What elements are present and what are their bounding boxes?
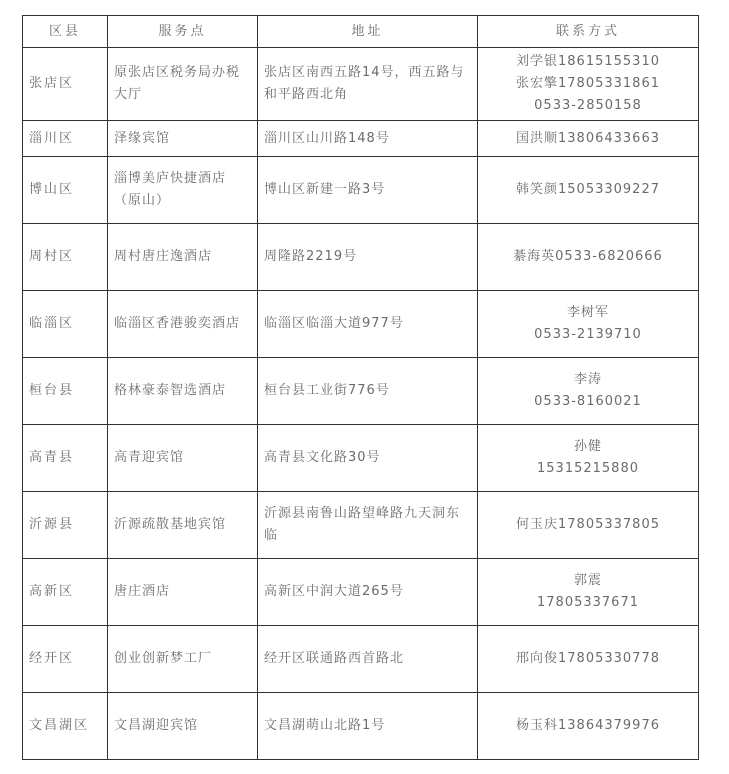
district-cell: 高青县: [23, 425, 108, 492]
address-cell: 临淄区临淄大道977号: [258, 291, 478, 358]
contact-line: 邢向俊17805330778: [516, 651, 660, 666]
service-point-cell: 周村唐庄逸酒店: [108, 224, 258, 291]
district-cell: 沂源县: [23, 492, 108, 559]
contact-line: 李树军: [566, 305, 609, 320]
contact-line: 孙健: [573, 439, 602, 454]
contact-line: 张宏擎17805331861: [516, 76, 660, 91]
table-row: [23, 559, 699, 626]
district-cell: 临淄区: [23, 291, 108, 358]
service-points-table: [22, 15, 699, 760]
contact-line: 15315215880: [537, 461, 639, 476]
district-cell: 经开区: [23, 626, 108, 693]
district-cell: 高新区: [23, 559, 108, 626]
district-cell: 周村区: [23, 224, 108, 291]
header-district: 区县: [23, 16, 108, 48]
service-point-cell: 唐庄酒店: [108, 559, 258, 626]
service-point-cell: 临淄区香港骏奕酒店: [108, 291, 258, 358]
address-cell: 张店区南西五路14号，西五路与和平路西北角: [258, 48, 478, 121]
contact-cell: [478, 121, 699, 157]
address-cell: 高新区中润大道265号: [258, 559, 478, 626]
table-header-row: [23, 16, 699, 48]
contact-cell: [478, 291, 699, 358]
address-cell: 博山区新建一路3号: [258, 157, 478, 224]
contact-cell: [478, 626, 699, 693]
contact-line: 杨玉科13864379976: [516, 718, 660, 733]
contact-line: 国洪顺13806433663: [516, 130, 660, 146]
contact-line: 李涛: [573, 372, 602, 387]
table-row: [23, 121, 699, 157]
district-cell: 张店区: [23, 48, 108, 121]
header-address: 地址: [258, 16, 478, 48]
header-contact: 联系方式: [478, 16, 699, 48]
contact-line: 0533-8160021: [534, 394, 642, 409]
table-row: [23, 492, 699, 559]
service-point-cell: 泽缘宾馆: [108, 121, 258, 157]
header-service-point: 服务点: [108, 16, 258, 48]
table-row: [23, 693, 699, 760]
contact-line: 綦海英0533-6820666: [513, 249, 663, 264]
contact-cell: [478, 48, 699, 121]
address-cell: 周隆路2219号: [258, 224, 478, 291]
service-point-cell: 高青迎宾馆: [108, 425, 258, 492]
contact-line: 0533-2139710: [534, 327, 642, 342]
contact-cell: [478, 358, 699, 425]
contact-line: 韩笑颜15053309227: [516, 182, 660, 197]
contact-line: 刘学银18615155310: [516, 54, 660, 69]
contact-cell: [478, 425, 699, 492]
service-point-cell: 格林豪泰智选酒店: [108, 358, 258, 425]
contact-cell: [478, 157, 699, 224]
table-row: [23, 626, 699, 693]
address-cell: 经开区联通路西首路北: [258, 626, 478, 693]
district-cell: 文昌湖区: [23, 693, 108, 760]
address-cell: 文昌湖萌山北路1号: [258, 693, 478, 760]
service-point-cell: 文昌湖迎宾馆: [108, 693, 258, 760]
address-cell: 沂源县南鲁山路望峰路九天洞东临: [258, 492, 478, 559]
contact-line: 17805337671: [537, 595, 639, 610]
address-cell: 高青县文化路30号: [258, 425, 478, 492]
service-point-cell: 原张店区税务局办税大厅: [108, 48, 258, 121]
contact-cell: [478, 559, 699, 626]
address-cell: 淄川区山川路148号: [258, 121, 478, 157]
contact-cell: [478, 492, 699, 559]
service-point-cell: 沂源疏散基地宾馆: [108, 492, 258, 559]
table-row: [23, 48, 699, 121]
table-row: [23, 358, 699, 425]
table-row: [23, 425, 699, 492]
contact-cell: [478, 224, 699, 291]
service-point-cell: 创业创新梦工厂: [108, 626, 258, 693]
contact-line: 何玉庆17805337805: [516, 517, 660, 532]
contact-line: 0533-2850158: [534, 98, 642, 113]
contact-line: 郭震: [573, 573, 602, 588]
table-row: [23, 224, 699, 291]
district-cell: 淄川区: [23, 121, 108, 157]
address-cell: 桓台县工业街776号: [258, 358, 478, 425]
table-row: [23, 291, 699, 358]
district-cell: 博山区: [23, 157, 108, 224]
service-point-cell: 淄博美庐快捷酒店（原山）: [108, 157, 258, 224]
contact-cell: [478, 693, 699, 760]
district-cell: 桓台县: [23, 358, 108, 425]
table-row: [23, 157, 699, 224]
